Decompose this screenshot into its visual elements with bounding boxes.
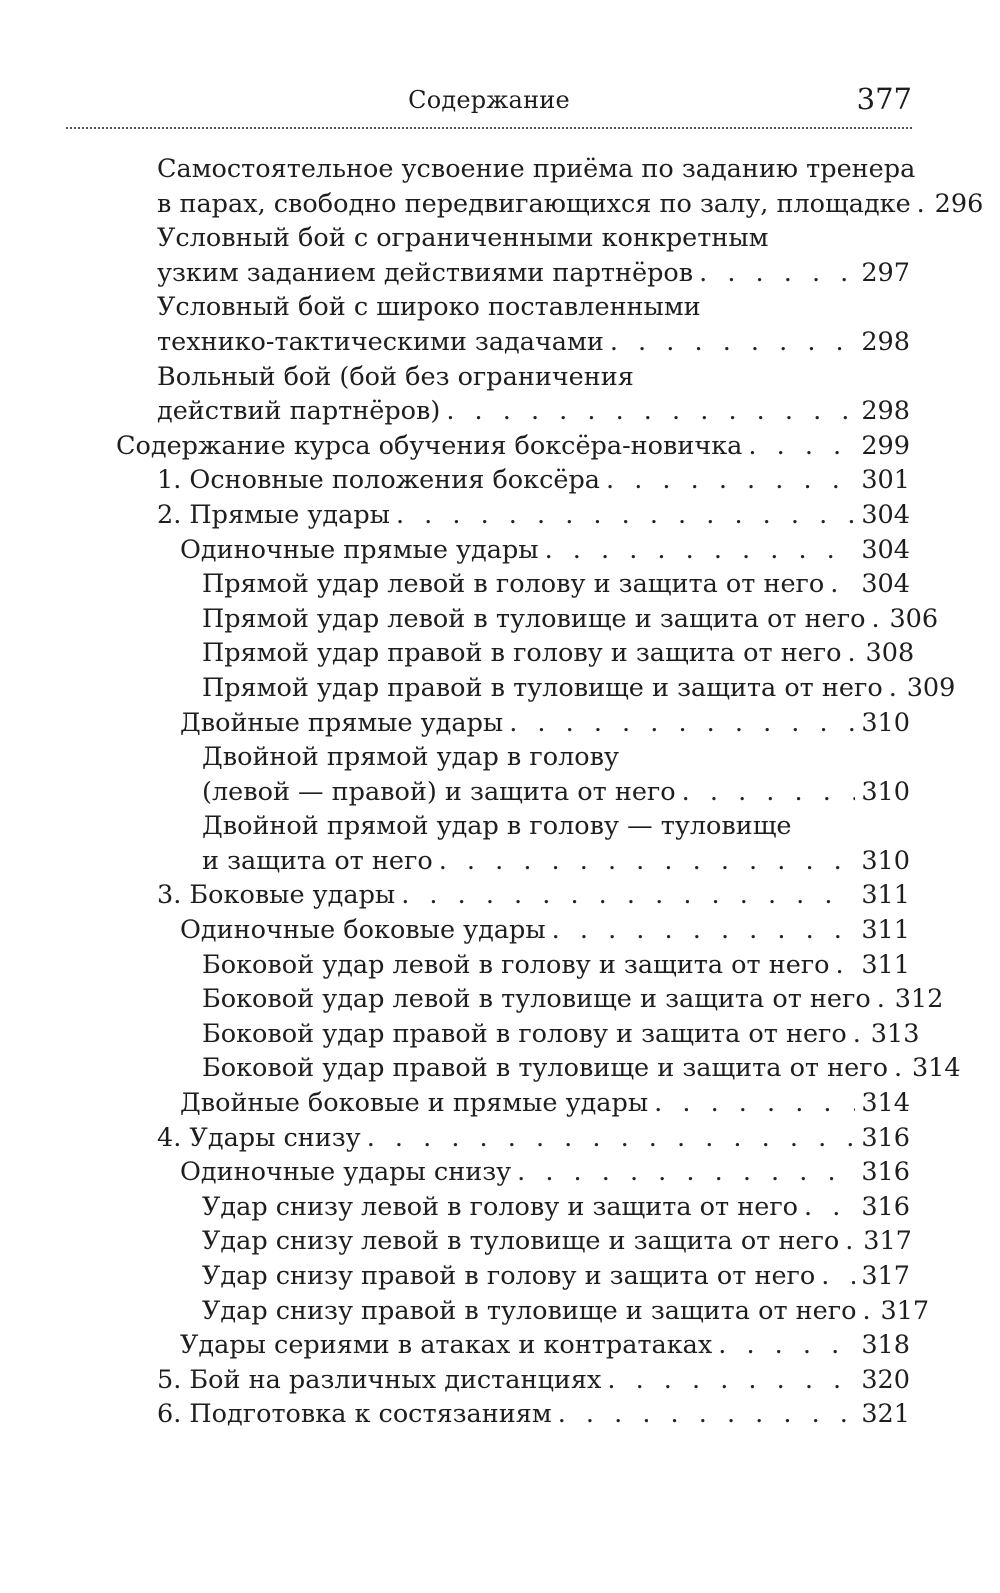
toc-page-number: 310 (861, 707, 910, 738)
toc-entry-text: 3. Боковые удары (157, 880, 396, 911)
toc-page-number: 313 (870, 1018, 920, 1049)
toc-entry-text: Прямой удар правой в туловище и защита от него (202, 672, 883, 703)
toc-page-number: 311 (861, 915, 910, 946)
toc-entry-text: Одиночные боковые удары (180, 915, 546, 946)
toc-page-number: 316 (861, 1191, 910, 1222)
toc-entry[interactable] (116, 429, 910, 464)
toc-page-number: 299 (861, 430, 910, 461)
toc-entry-text: Одиночные прямые удары (180, 534, 539, 565)
dot-leader (367, 1121, 856, 1156)
toc-page-number: 321 (861, 1399, 910, 1430)
toc-page-number: 320 (861, 1364, 910, 1395)
toc-entry-text: Самостоятельное усвоение приёма по заданию тренера (157, 154, 916, 184)
toc-entry[interactable] (202, 809, 910, 878)
toc-entry-text: 4. Удары снизу (157, 1122, 361, 1153)
toc-entry-text: Одиночные удары снизу (180, 1157, 512, 1188)
toc-entry[interactable] (157, 1121, 910, 1156)
toc-page-number: 318 (861, 1330, 910, 1361)
toc-entry-text: 6. Подготовка к состязаниям (157, 1399, 552, 1430)
toc-page-number: 316 (861, 1157, 910, 1188)
toc-entry[interactable] (202, 1051, 961, 1086)
dot-leader (894, 1051, 906, 1086)
dot-leader (830, 567, 855, 602)
toc-entry-text: Условный бой с ограниченными конкретным (157, 223, 769, 254)
toc-page-number: 311 (861, 880, 910, 911)
toc-entry[interactable] (180, 1328, 910, 1363)
toc-page-number: 310 (861, 845, 910, 876)
dotted-divider (66, 127, 912, 129)
toc-entry[interactable] (180, 1155, 910, 1190)
toc-entry[interactable] (180, 1086, 910, 1121)
toc-entry-text: узким заданием действиями партнёров (157, 257, 694, 288)
dot-leader (558, 1397, 856, 1432)
dot-leader (607, 1363, 855, 1398)
toc-page-number: 306 (889, 603, 939, 634)
toc-entry-text: (левой — правой) и защита от него (202, 776, 676, 807)
toc-entry-text: 2. Прямые удары (157, 499, 390, 530)
toc-page-number: 317 (880, 1295, 930, 1326)
toc-entry[interactable] (157, 152, 984, 221)
toc-entry[interactable] (157, 878, 910, 913)
page-header (66, 82, 912, 132)
toc-page-number: 312 (894, 984, 944, 1015)
toc-page-number: 308 (865, 638, 915, 669)
dot-leader (545, 533, 856, 568)
toc-entry-text: Прямой удар левой в голову и защита от него (202, 569, 825, 600)
toc-entry[interactable] (202, 948, 910, 983)
toc-entry[interactable] (202, 602, 939, 637)
dot-leader (877, 982, 889, 1017)
toc-entry[interactable] (202, 567, 910, 602)
toc-entry-text: в парах, свободно передвигающихся по залу, площадке (157, 188, 911, 219)
running-title: Содержание (408, 86, 570, 114)
table-of-contents (0, 152, 1000, 1432)
dot-leader (718, 1328, 855, 1363)
toc-entry-text: и защита от него (202, 845, 433, 876)
dot-leader (552, 913, 856, 948)
toc-page-number: 304 (861, 534, 910, 565)
toc-entry-text: Удар снизу левой в туловище и защита от него (202, 1226, 840, 1257)
toc-entry[interactable] (202, 1294, 930, 1329)
toc-entry[interactable] (202, 1259, 910, 1294)
dot-leader (804, 1190, 855, 1225)
toc-entry-text: Прямой удар левой в туловище и защита от него (202, 603, 866, 634)
toc-entry-text: действий партнёров) (157, 396, 441, 427)
toc-entry[interactable] (180, 913, 910, 948)
toc-page-number: 297 (861, 257, 910, 288)
dot-leader (654, 1086, 855, 1121)
toc-entry[interactable] (180, 706, 910, 741)
dot-leader (509, 706, 855, 741)
toc-entry-text: Двойные прямые удары (180, 707, 504, 738)
dot-leader (845, 1224, 857, 1259)
toc-entry-text: Двойные боковые и прямые удары (180, 1088, 649, 1119)
toc-entry[interactable] (157, 360, 910, 429)
toc-entry[interactable] (157, 221, 910, 290)
toc-page-number: 301 (861, 465, 910, 496)
toc-entry[interactable] (202, 671, 956, 706)
toc-page-number: 296 (934, 188, 984, 219)
toc-page-number: 314 (861, 1088, 910, 1119)
toc-entry-text: Боковой удар левой в туловище и защита от него (202, 984, 871, 1015)
toc-entry[interactable] (180, 533, 910, 568)
toc-page-number: 298 (861, 326, 910, 357)
toc-page-number: 317 (861, 1261, 910, 1291)
toc-page-number: 310 (861, 776, 910, 807)
dot-leader (862, 1294, 874, 1329)
dot-leader (401, 878, 855, 913)
toc-entry-text: Содержание курса обучения боксёра-новичка (116, 430, 743, 461)
toc-entry-text: 1. Основные положения боксёра (157, 465, 600, 496)
toc-entry[interactable] (202, 1224, 910, 1259)
dot-leader (871, 602, 883, 637)
toc-entry[interactable] (157, 1363, 910, 1398)
toc-entry[interactable] (202, 740, 910, 809)
dot-leader (889, 671, 901, 706)
toc-entry[interactable] (202, 1017, 920, 1052)
toc-entry-text: Вольный бой (бой без ограничения (157, 361, 634, 392)
toc-entry[interactable] (157, 498, 910, 533)
toc-entry-text: Условный бой с широко поставленными (157, 292, 701, 323)
toc-page-number: 311 (861, 949, 910, 980)
toc-page-number: 304 (861, 499, 910, 530)
toc-entry[interactable] (157, 1397, 910, 1432)
toc-entry-text: Удар снизу правой в голову и защита от него (202, 1261, 816, 1291)
toc-entry-text: Боковой удар правой в туловище и защита от него (202, 1053, 888, 1084)
toc-page-number: 314 (911, 1053, 961, 1084)
dot-leader (836, 948, 856, 983)
dot-leader (610, 325, 855, 360)
toc-page-number: 309 (906, 672, 956, 703)
toc-entry-text: Боковой удар левой в голову и защита от него (202, 949, 830, 980)
dot-leader (853, 1017, 865, 1052)
toc-entry-text: Прямой удар правой в голову и защита от него (202, 638, 842, 669)
toc-entry-text: технико-тактическими задачами (157, 326, 604, 357)
dot-leader (821, 1259, 855, 1294)
toc-entry-text: Двойной прямой удар в голову — туловище (202, 811, 792, 842)
dot-leader (517, 1155, 855, 1190)
toc-page-number: 304 (861, 569, 910, 600)
toc-entry-text: 5. Бой на различных дистанциях (157, 1364, 602, 1395)
toc-page-number: 316 (861, 1122, 910, 1153)
toc-entry[interactable] (202, 1190, 910, 1225)
toc-entry-text: Удар снизу правой в туловище и защита от него (202, 1295, 857, 1326)
toc-page-number: 298 (861, 396, 910, 427)
page-number: 377 (856, 82, 912, 116)
dot-leader (748, 429, 855, 464)
toc-entry[interactable] (202, 982, 944, 1017)
dot-leader (917, 187, 929, 222)
toc-entry[interactable] (202, 636, 915, 671)
dot-leader (606, 463, 855, 498)
toc-entry-text: Удар снизу левой в голову и защита от него (202, 1191, 799, 1222)
dot-leader (396, 498, 855, 533)
dot-leader (446, 394, 855, 429)
toc-entry-text: Боковой удар правой в голову и защита от него (202, 1018, 847, 1049)
toc-page-number: 317 (863, 1226, 912, 1257)
toc-entry[interactable] (157, 463, 910, 498)
toc-entry[interactable] (157, 290, 910, 359)
toc-entry-text: Двойной прямой удар в голову (202, 742, 620, 773)
toc-entry-text: Удары сериями в атаках и контратаках (180, 1330, 713, 1361)
dot-leader (848, 636, 860, 671)
dot-leader (439, 844, 856, 879)
dot-leader (699, 256, 855, 291)
dot-leader (682, 775, 856, 810)
